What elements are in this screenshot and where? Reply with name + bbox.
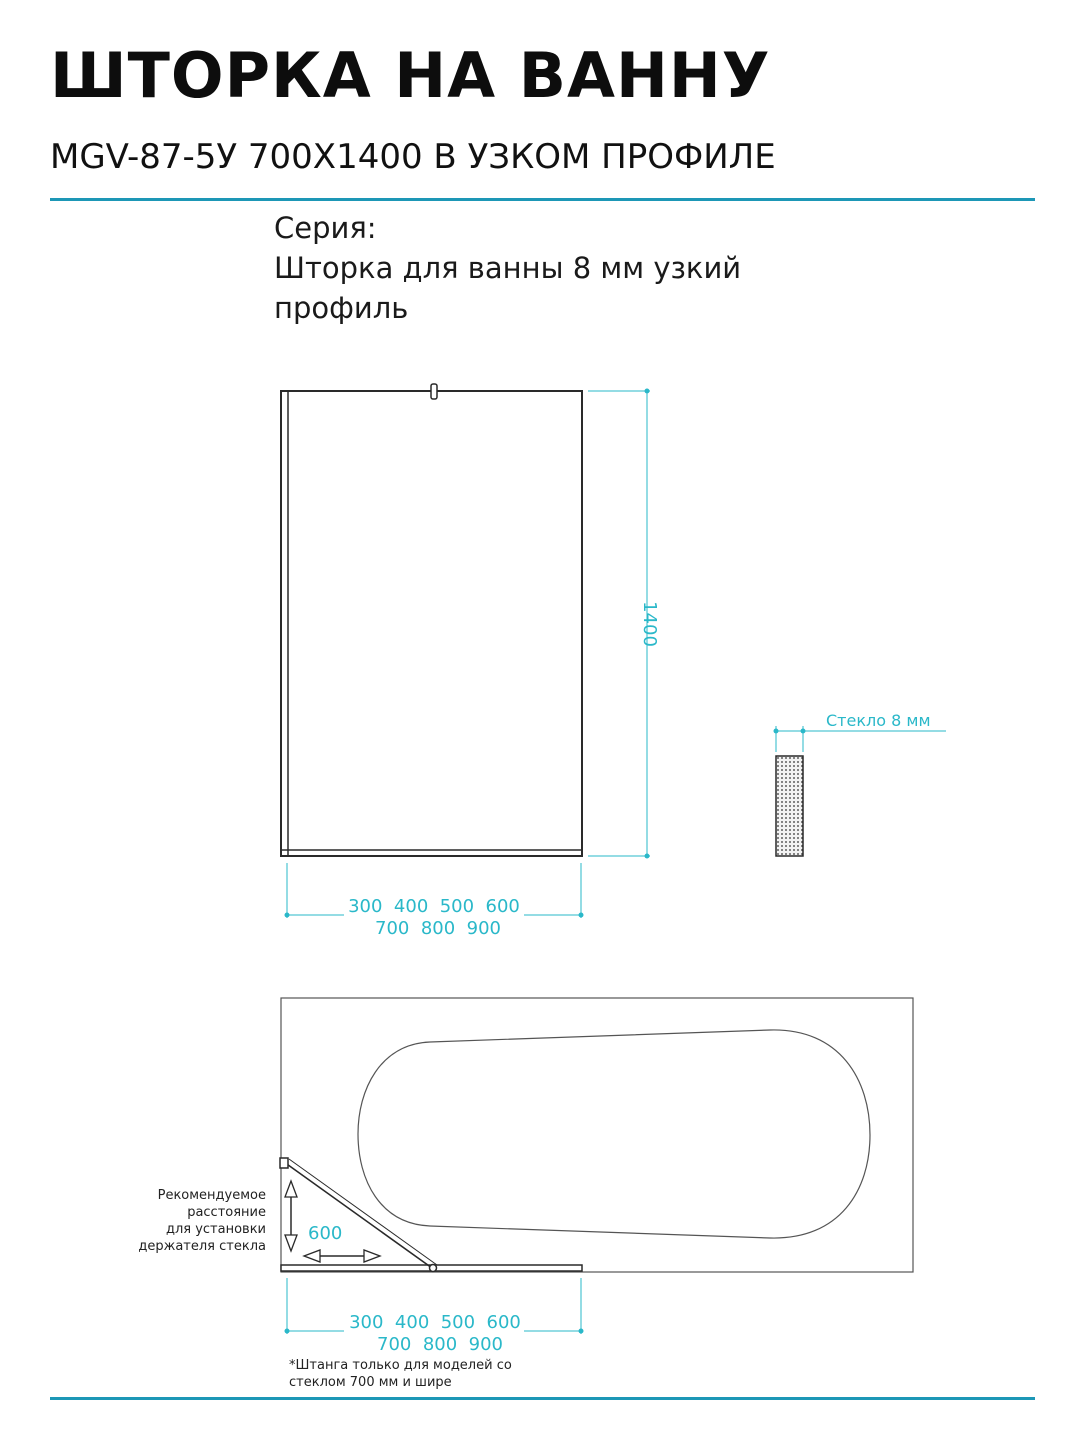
holder-note-line4: держателя стекла [138,1239,266,1254]
series-name-line2: профиль [274,291,409,325]
holder-note-line3: для установки [165,1222,266,1237]
holder-note [138,1188,266,1254]
series-name-line1: Шторка для ванны 8 мм узкий [274,251,742,285]
footnote-line1: *Штанга только для моделей со [289,1358,512,1373]
plan-width-options-line2: 700 800 900 [377,1334,503,1355]
wall-bracket [280,1158,288,1168]
glass-section [774,711,947,856]
top-clamp [431,384,437,399]
page-title: ШТОРКА НА ВАННУ [50,39,771,112]
front-view [281,384,660,939]
page-subtitle: MGV-87-5У 700Х1400 В УЗКОМ ПРОФИЛЕ [50,137,776,177]
front-width-options-line2: 700 800 900 [375,918,501,939]
glass-thickness-label: Стекло 8 мм [826,711,931,730]
height-dimension [588,389,660,859]
plan-width-options-line1: 300 400 500 600 [349,1312,521,1333]
bathtub-basin [358,1030,870,1238]
glass-panel-front [281,391,582,856]
support-bar [284,1162,432,1268]
glass-clamp [430,1265,437,1272]
glass-cross-section [776,756,803,856]
horizontal-distance-arrow [304,1250,380,1262]
front-width-options-line1: 300 400 500 600 [348,896,520,917]
front-width-dimension [285,863,584,939]
series-label: Серия: [274,211,377,245]
footnote-line2: стеклом 700 мм и шире [289,1375,452,1390]
holder-note-line2: расстояние [187,1205,266,1220]
holder-note-line1: Рекомендуемое [157,1188,266,1203]
holder-distance-label: 600 [308,1223,343,1244]
top-view [138,998,913,1390]
vertical-distance-arrow [285,1181,297,1251]
height-label: 1400 [639,601,660,647]
plan-width-dimension [285,1278,584,1355]
bottom-divider [50,1397,1035,1400]
